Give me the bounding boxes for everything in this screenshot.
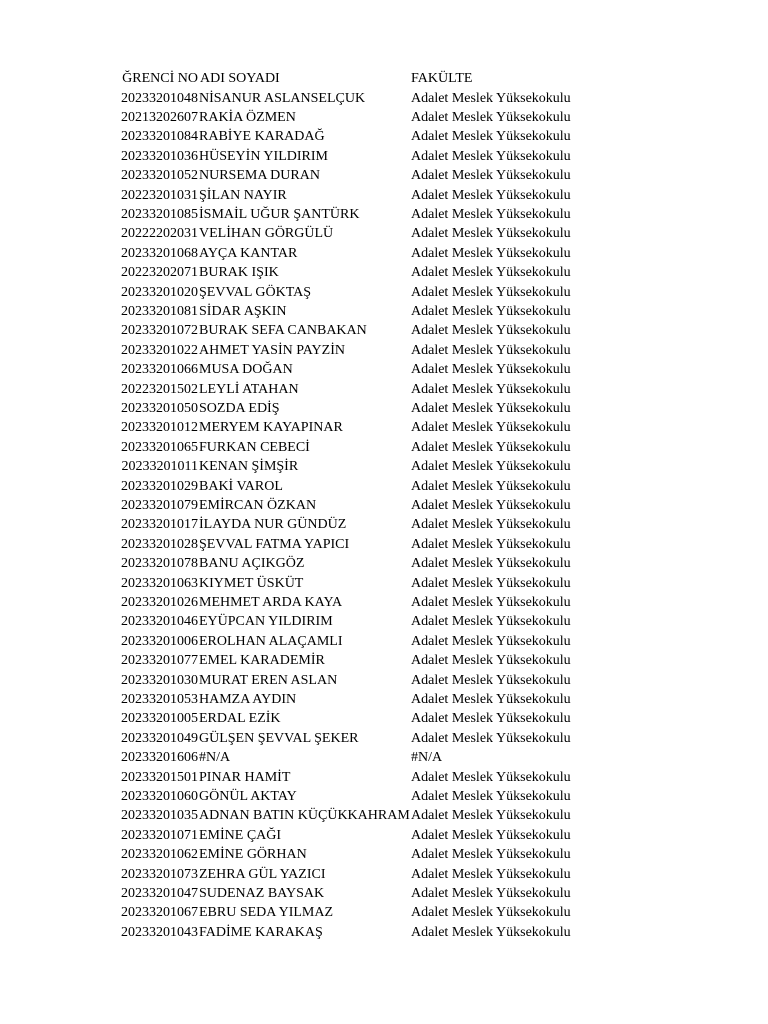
faculty-cell: Adalet Meslek Yüksekokulu <box>411 284 571 300</box>
student-no-cell: 20233201067 <box>121 905 198 921</box>
full-name-cell: EMİNE ÇAĞI <box>199 827 282 843</box>
faculty-cell: Adalet Meslek Yüksekokulu <box>411 653 571 669</box>
student-no-cell: 20233201081 <box>121 303 198 319</box>
full-name-cell: EYÜPCAN YILDIRIM <box>199 614 333 630</box>
student-no-cell: 20233201012 <box>121 420 198 436</box>
full-name-cell: BANU AÇIKGÖZ <box>199 556 305 572</box>
full-name-cell: RAKİA ÖZMEN <box>199 109 296 125</box>
table-row <box>0 360 768 379</box>
faculty-cell: Adalet Meslek Yüksekokulu <box>411 769 571 785</box>
table-row <box>0 884 768 903</box>
full-name-cell: HÜSEYİN YILDIRIM <box>199 148 328 164</box>
student-no-cell: 20233201049 <box>121 730 198 746</box>
faculty-cell: Adalet Meslek Yüksekokulu <box>411 245 571 261</box>
faculty-cell: Adalet Meslek Yüksekokulu <box>411 187 571 203</box>
student-no-cell: 20233201501 <box>121 769 198 785</box>
header-faculty: FAKÜLTE <box>411 71 473 86</box>
table-row <box>0 787 768 806</box>
full-name-cell: BAKİ VAROL <box>199 478 283 494</box>
full-name-cell: EROLHAN ALAÇAMLI <box>199 633 343 649</box>
table-row <box>0 380 768 399</box>
student-no-cell: 20233201017 <box>121 517 198 533</box>
faculty-cell: Adalet Meslek Yüksekokulu <box>411 672 571 688</box>
faculty-cell: Adalet Meslek Yüksekokulu <box>411 517 571 533</box>
student-no-cell: 20233201026 <box>121 594 198 610</box>
faculty-cell: Adalet Meslek Yüksekokulu <box>411 381 571 397</box>
student-no-cell: 20233201085 <box>121 206 198 222</box>
faculty-cell: Adalet Meslek Yüksekokulu <box>411 808 571 824</box>
student-no-cell: 20233201011 <box>121 459 198 475</box>
student-no-cell: 20223201502 <box>121 381 198 397</box>
table-row <box>0 709 768 728</box>
student-no-cell: 20233201078 <box>121 556 198 572</box>
faculty-cell: Adalet Meslek Yüksekokulu <box>411 478 571 494</box>
table-row <box>0 477 768 496</box>
table-row <box>0 593 768 612</box>
faculty-cell: Adalet Meslek Yüksekokulu <box>411 168 571 184</box>
faculty-cell: Adalet Meslek Yüksekokulu <box>411 129 571 145</box>
full-name-cell: LEYLİ ATAHAN <box>199 381 299 397</box>
full-name-cell: SOZDA EDİŞ <box>199 400 280 416</box>
student-no-cell: 20233201072 <box>121 323 198 339</box>
table-row <box>0 903 768 922</box>
full-name-cell: ADNAN BATIN KÜÇÜKKAHRAM <box>199 808 410 824</box>
full-name-cell: VELİHAN GÖRGÜLÜ <box>199 226 334 242</box>
full-name-cell: MURAT EREN ASLAN <box>199 672 338 688</box>
table-row <box>0 263 768 282</box>
table-row <box>0 341 768 360</box>
table-row <box>0 127 768 146</box>
table-row <box>0 690 768 709</box>
table-row <box>0 438 768 457</box>
faculty-cell: Adalet Meslek Yüksekokulu <box>411 362 571 378</box>
table-row <box>0 748 768 767</box>
student-no-cell: 20233201073 <box>121 866 198 882</box>
full-name-cell: SİDAR AŞKIN <box>199 303 287 319</box>
student-no-cell: 20233201005 <box>121 711 198 727</box>
full-name-cell: MERYEM KAYAPINAR <box>199 420 343 436</box>
table-row <box>0 321 768 340</box>
faculty-cell: Adalet Meslek Yüksekokulu <box>411 730 571 746</box>
faculty-cell: Adalet Meslek Yüksekokulu <box>411 206 571 222</box>
full-name-cell: KENAN ŞİMŞİR <box>199 459 299 475</box>
student-no-cell: 20233201063 <box>121 575 198 591</box>
faculty-cell: Adalet Meslek Yüksekokulu <box>411 536 571 552</box>
student-no-cell: 20233201066 <box>121 362 198 378</box>
full-name-cell: SUDENAZ BAYSAK <box>199 885 325 901</box>
student-no-cell: 20233201065 <box>121 439 198 455</box>
table-row <box>0 457 768 476</box>
table-row <box>0 147 768 166</box>
table-row <box>0 496 768 515</box>
table-row <box>0 554 768 573</box>
student-no-cell: 20233201068 <box>121 245 198 261</box>
faculty-cell: Adalet Meslek Yüksekokulu <box>411 109 571 125</box>
full-name-cell: EBRU SEDA YILMAZ <box>199 905 334 921</box>
student-no-cell: 20233201053 <box>121 691 198 707</box>
full-name-cell: ŞEVVAL FATMA YAPICI <box>199 536 350 552</box>
student-no-cell: 20233201028 <box>121 536 198 552</box>
full-name-cell: ŞİLAN NAYIR <box>199 187 287 203</box>
faculty-cell: Adalet Meslek Yüksekokulu <box>411 400 571 416</box>
table-row <box>0 768 768 787</box>
faculty-cell: Adalet Meslek Yüksekokulu <box>411 924 571 940</box>
faculty-cell: Adalet Meslek Yüksekokulu <box>411 827 571 843</box>
faculty-cell: Adalet Meslek Yüksekokulu <box>411 439 571 455</box>
student-no-cell: 20233201035 <box>121 808 198 824</box>
faculty-cell: Adalet Meslek Yüksekokulu <box>411 556 571 572</box>
full-name-cell: EMİRCAN ÖZKAN <box>199 497 317 513</box>
table-row <box>0 244 768 263</box>
student-no-cell: 20223201031 <box>121 187 198 203</box>
header-student-no: ĞRENCİ NO <box>122 71 198 86</box>
student-no-cell: 20233201020 <box>121 284 198 300</box>
student-no-cell: 20233201043 <box>121 924 198 940</box>
table-row <box>0 806 768 825</box>
student-no-cell: 20233201084 <box>121 129 198 145</box>
faculty-cell: Adalet Meslek Yüksekokulu <box>411 459 571 475</box>
table-row <box>0 283 768 302</box>
table-row <box>0 224 768 243</box>
student-no-cell: 20213202607 <box>121 109 198 125</box>
table-row <box>0 612 768 631</box>
table-header-row <box>0 69 768 88</box>
full-name-cell: BURAK SEFA CANBAKAN <box>199 323 367 339</box>
faculty-cell: Adalet Meslek Yüksekokulu <box>411 691 571 707</box>
full-name-cell: #N/A <box>199 750 231 766</box>
full-name-cell: RABİYE KARADAĞ <box>199 129 325 145</box>
faculty-cell: Adalet Meslek Yüksekokulu <box>411 614 571 630</box>
header-full-name: ADI SOYADI <box>200 71 280 86</box>
full-name-cell: ZEHRA GÜL YAZICI <box>199 866 326 882</box>
student-no-cell: 20233201029 <box>121 478 198 494</box>
full-name-cell: GÖNÜL AKTAY <box>199 788 297 804</box>
faculty-cell: Adalet Meslek Yüksekokulu <box>411 148 571 164</box>
full-name-cell: FURKAN CEBECİ <box>199 439 310 455</box>
student-no-cell: 20233201050 <box>121 400 198 416</box>
faculty-cell: Adalet Meslek Yüksekokulu <box>411 420 571 436</box>
faculty-cell: Adalet Meslek Yüksekokulu <box>411 265 571 281</box>
table-row <box>0 923 768 942</box>
full-name-cell: PINAR HAMİT <box>199 769 291 785</box>
full-name-cell: FADİME KARAKAŞ <box>199 924 323 940</box>
student-no-cell: 20223202071 <box>121 265 198 281</box>
student-no-cell: 20233201077 <box>121 653 198 669</box>
student-no-cell: 20233201062 <box>121 847 198 863</box>
student-no-cell: 20233201047 <box>121 885 198 901</box>
full-name-cell: GÜLŞEN ŞEVVAL ŞEKER <box>199 730 359 746</box>
table-row <box>0 671 768 690</box>
table-row <box>0 89 768 108</box>
faculty-cell: Adalet Meslek Yüksekokulu <box>411 497 571 513</box>
table-row <box>0 418 768 437</box>
faculty-cell: Adalet Meslek Yüksekokulu <box>411 342 571 358</box>
faculty-cell: Adalet Meslek Yüksekokulu <box>411 866 571 882</box>
table-row <box>0 535 768 554</box>
table-row <box>0 166 768 185</box>
student-no-cell: 20233201022 <box>121 342 198 358</box>
table-row <box>0 651 768 670</box>
full-name-cell: NURSEMA DURAN <box>199 168 320 184</box>
student-no-cell: 20233201030 <box>121 672 198 688</box>
table-row <box>0 729 768 748</box>
full-name-cell: ŞEVVAL GÖKTAŞ <box>199 284 312 300</box>
full-name-cell: AYÇA KANTAR <box>199 245 298 261</box>
faculty-cell: Adalet Meslek Yüksekokulu <box>411 788 571 804</box>
faculty-cell: Adalet Meslek Yüksekokulu <box>411 323 571 339</box>
table-row <box>0 399 768 418</box>
student-no-cell: 20233201606 <box>121 750 198 766</box>
full-name-cell: HAMZA AYDIN <box>199 691 297 707</box>
faculty-cell: Adalet Meslek Yüksekokulu <box>411 905 571 921</box>
faculty-cell: #N/A <box>411 750 443 766</box>
faculty-cell: Adalet Meslek Yüksekokulu <box>411 847 571 863</box>
full-name-cell: ERDAL EZİK <box>199 711 281 727</box>
table-row <box>0 515 768 534</box>
student-no-cell: 20233201052 <box>121 168 198 184</box>
full-name-cell: BURAK IŞIK <box>199 265 279 281</box>
student-no-cell: 20233201048 <box>121 90 198 106</box>
faculty-cell: Adalet Meslek Yüksekokulu <box>411 226 571 242</box>
table-row <box>0 826 768 845</box>
full-name-cell: NİSANUR ASLANSELÇUK <box>199 90 366 106</box>
table-row <box>0 865 768 884</box>
full-name-cell: İSMAİL UĞUR ŞANTÜRK <box>199 206 360 222</box>
faculty-cell: Adalet Meslek Yüksekokulu <box>411 575 571 591</box>
table-row <box>0 108 768 127</box>
student-no-cell: 20233201036 <box>121 148 198 164</box>
full-name-cell: MEHMET ARDA KAYA <box>199 594 343 610</box>
full-name-cell: KIYMET ÜSKÜT <box>199 575 304 591</box>
full-name-cell: İLAYDA NUR GÜNDÜZ <box>199 517 347 533</box>
student-no-cell: 20222202031 <box>121 226 198 242</box>
faculty-cell: Adalet Meslek Yüksekokulu <box>411 633 571 649</box>
faculty-cell: Adalet Meslek Yüksekokulu <box>411 711 571 727</box>
student-no-cell: 20233201046 <box>121 614 198 630</box>
table-row <box>0 574 768 593</box>
table-row <box>0 632 768 651</box>
student-no-cell: 20233201006 <box>121 633 198 649</box>
faculty-cell: Adalet Meslek Yüksekokulu <box>411 303 571 319</box>
full-name-cell: MUSA DOĞAN <box>199 362 293 378</box>
student-no-cell: 20233201060 <box>121 788 198 804</box>
faculty-cell: Adalet Meslek Yüksekokulu <box>411 885 571 901</box>
faculty-cell: Adalet Meslek Yüksekokulu <box>411 90 571 106</box>
faculty-cell: Adalet Meslek Yüksekokulu <box>411 594 571 610</box>
student-no-cell: 20233201071 <box>121 827 198 843</box>
table-row <box>0 302 768 321</box>
full-name-cell: AHMET YASİN PAYZİN <box>199 342 345 358</box>
student-no-cell: 20233201079 <box>121 497 198 513</box>
table-row <box>0 186 768 205</box>
full-name-cell: EMİNE GÖRHAN <box>199 847 307 863</box>
table-row <box>0 205 768 224</box>
table-row <box>0 845 768 864</box>
full-name-cell: EMEL KARADEMİR <box>199 653 325 669</box>
